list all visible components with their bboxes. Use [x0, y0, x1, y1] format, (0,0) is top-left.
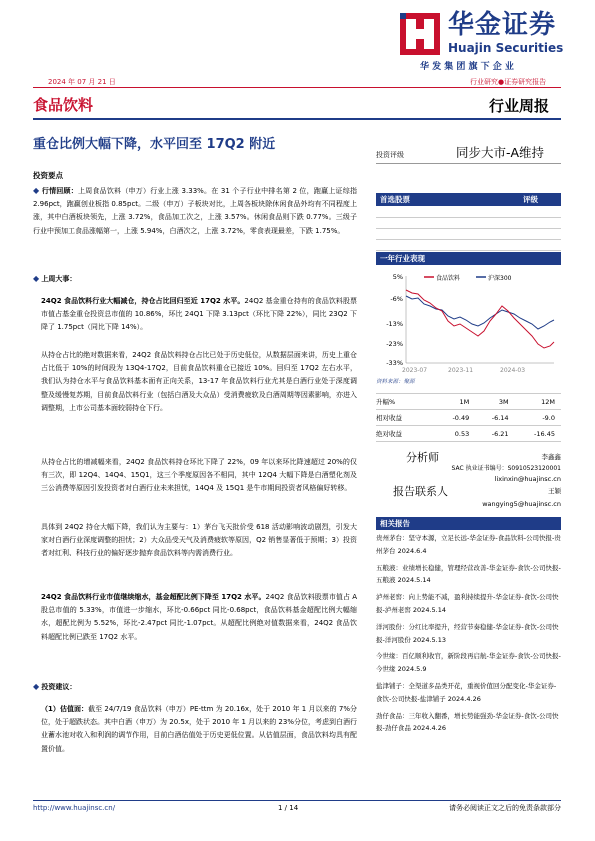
- legend: [424, 274, 512, 282]
- related-report-link[interactable]: 劲仔食品：三年收入翻番，增长势能强劲-华金证券-食饮-公司快报-劲仔食品 2024.4.26: [376, 711, 559, 733]
- report-title: 重仓比例大幅下降，水平回至 17Q2 附近: [33, 137, 276, 152]
- y-tick: -33%: [386, 359, 403, 367]
- perf-heading: 一年行业表现: [376, 252, 561, 265]
- industry-performance-chart: [376, 266, 561, 386]
- rating-value: 同步大市-A维持: [456, 145, 545, 160]
- table-header-cell: 3M: [498, 397, 509, 406]
- top-stocks-heading: 首选股票: [380, 195, 410, 204]
- top-stocks-rating: 评级: [523, 195, 538, 204]
- bullet-market-review: [33, 184, 357, 238]
- key-points-heading: 投资要点: [33, 171, 63, 180]
- paragraph-5: [41, 591, 357, 644]
- related-report-link[interactable]: 泸州老窖：向上势能不减，盈利持续提升-华金证券-食饮-公司快报-泸州老窖 2024.5.14: [376, 593, 559, 614]
- para-bold: 24Q2 食品饮料行业市值继续缩水，基金超配比例下降至 17Q2 水平。: [41, 593, 266, 601]
- chart-source: 资料来源：聚源: [376, 379, 415, 385]
- analyst-sac: SAC 执业证书编号：S0910523120001: [451, 465, 561, 472]
- y-tick: -6%: [390, 295, 403, 303]
- diamond-bullet-icon: ◆: [33, 274, 40, 283]
- table-cell: -9.0: [542, 413, 555, 422]
- group-tagline: 华 发 集 团 旗 下 企 业: [420, 62, 514, 72]
- para-bold: （1）估值面：: [41, 705, 89, 713]
- analyst-name: 李鑫鑫: [541, 453, 561, 461]
- footer-url[interactable]: http://www.huajinsc.cn/: [33, 804, 116, 812]
- related-list: [376, 532, 561, 735]
- bullet-investment: [33, 680, 357, 694]
- footer-disclaimer: 请务必阅读正文之后的免责条款部分: [449, 804, 561, 812]
- report-type: 行业周报: [489, 97, 550, 115]
- report-category: 行业研究●证券研究报告: [470, 78, 547, 86]
- top-stocks-header: [376, 193, 561, 206]
- paragraph-2: 从持仓占比的绝对数据来看，24Q2 食品饮料持仓占比已处于历史低位，从数据层面来讲，历史上重仓占比低于 10%的时间段为 13Q4-17Q2，目前食品饮料重仓已接近 10%。回归至 17Q2 左右水平，我们认为持仓水平与食品饮料基本面有正向关系，13-17 年食品饮料行业尤其是白酒行业处于深度调整及缓慢复苏期，目前食品饮料行业（包括白酒及大众品）受消费疲软及白酒周期等因素影响，亦进入调整期，上市公司基本面较弱持仓下行。: [41, 351, 357, 412]
- diamond-bullet-icon: ◆: [33, 186, 40, 195]
- bullet-text: 上周食品饮料（申万）行业上涨 3.33%。在 31 个子行业中排名第 2 位，跑赢上证综指 2.96pct，跑赢创业板指 0.85pct。二级（申万）子板块对比，上周各板块除休闲食品外均有不同程度上涨，其中白酒板块领先，上涨 3.72%，食品加工次之，上涨 3.57%。休闲食品则下跌 0.77%。三级子行业中预加工食品涨幅第一，上涨 5.94%，白酒次之，上涨 3.72%，零食表现最差，下跌 1.75%。: [33, 187, 357, 235]
- para-text: 24Q2 基金重仓持有的食品饮料股票市值占基金重仓投资总市值的 10.86%，环比 24Q1 下降 3.13pct（环比下降 22%），同比 23Q2 下降了 1.75pct（同比下降 14%）。: [41, 297, 357, 332]
- table-cell: 相对收益: [376, 414, 402, 422]
- bullet-label: 行情回顾：: [41, 187, 78, 195]
- table-header-cell: 升幅%: [376, 398, 396, 406]
- bullet-label: 上周大事：: [41, 275, 77, 283]
- logo: [398, 9, 583, 59]
- para-text: 截至 24/7/19 食品饮料（申万）PE-ttm 为 20.16x，处于 2010 年 1 月以来的 7%分位，处于超跌状态。其中白酒（申万）为 20.5x，处于 2010 年 1 月以来的 23%分位，考虑到白酒行业蓄水池对收入和利润的调节作用，目前白酒估值处于历史更低位置。从估值层面，食品饮料均具有配置价值。: [41, 705, 357, 753]
- para-bold: 24Q2 食品饮料行业大幅减仓，持仓占比回归至近 17Q2 水平。: [41, 297, 245, 305]
- rating-label: 投资评级: [376, 151, 404, 159]
- table-cell: -16.45: [534, 429, 555, 438]
- legend-label-1: 食品饮料: [436, 275, 461, 282]
- table-header-row: [376, 394, 561, 410]
- top-stocks-lines: [376, 207, 561, 251]
- para-text: 24Q2 食品饮料股票市值占 A 股总市值的 5.33%，市值进一步缩水，环比-0.66pct 同比-0.68pct，食品饮料基金超配比例大幅缩水，超配比例为 5.52%，环比-2.47pct 同比-1.07pct。从超配比例绝对值数据来看，24Q2 食品饮料超配比例已跌至 17Q2 水平。: [41, 593, 358, 641]
- report-date: 2024 年 07 月 21 日: [48, 78, 116, 86]
- related-report-link[interactable]: 盐津铺子：全渠道多品类开花，重视价值回分配变化-华金证券-食饮-公司快报-盐津铺子 2024.4.26: [376, 681, 557, 703]
- bullet-last-week: [33, 272, 357, 286]
- table-cell: -6.21: [491, 429, 509, 438]
- diamond-bullet-icon: ◆: [33, 682, 40, 691]
- table-header-cell: 1M: [459, 397, 470, 406]
- logo-cn: 华金证券: [448, 10, 557, 40]
- logo-mark-icon: [398, 11, 442, 57]
- related-report-link[interactable]: 洋河股份：分红比率提升，经营节奏稳健-华金证券-食饮-公司快报-洋河股份 2024.5.13: [376, 622, 559, 644]
- related-report-link[interactable]: 五粮液：业绩增长稳健，管理经营改善-华金证券-食饮-公司快报-五粮液 2024.5.14: [376, 563, 561, 585]
- paragraph-6: [41, 703, 357, 756]
- paragraph-4: 具体到 24Q2 持仓大幅下降，我们认为主要与：1）茅台飞天批价受 618 活动影响波动剧烈，引发大家对白酒行业深度调整的担忧；2）大众品受天气及消费疲软等原因，Q2 销售显著低于预期；3）投资者对红利、科技行业的偏好逐步抛弃食品饮料等内需消费行业。: [41, 523, 357, 558]
- series-line-2: [406, 296, 554, 329]
- paragraph-1: [41, 295, 357, 335]
- analyst-label: 分析师: [406, 451, 439, 464]
- table-row: [376, 410, 561, 426]
- industry-rule: [33, 118, 561, 120]
- x-tick: 2024-03: [500, 367, 526, 374]
- y-tick: -13%: [386, 320, 403, 328]
- table-cell: -6.14: [491, 413, 509, 422]
- related-report-link[interactable]: 今世缘：百亿顺利收官，新阶段再启航-华金证券-食饮-公司快报-今世缘 2024.5.9: [376, 652, 561, 674]
- page-number: 1 / 14: [278, 804, 299, 812]
- paragraph-3: 从持仓占比的增减幅来看，24Q2 食品饮料持仓环比下降了 22%，09 年以来环比降速超过 20%的仅有三次，即 12Q4、14Q4、15Q1，这三个季度原因各不相同，其中 12Q4 大幅下降是白酒塑化剂及三公消费等原因引发投资者对白酒行业未来担忧，14Q4 及 15Q1 是牛市期间投资者风格偏好转移。: [41, 458, 357, 493]
- table-cell: -0.49: [452, 413, 470, 422]
- table-cell: 0.53: [454, 429, 470, 438]
- industry-name: 食品饮料: [33, 96, 94, 114]
- series-line-1: [406, 290, 554, 348]
- legend-label-2: 沪深300: [488, 275, 512, 282]
- table-cell: 绝对收益: [376, 430, 402, 438]
- related-report-link[interactable]: 贵州茅台：坚守本源，立足长远-华金证券-食品饮料-公司快报-贵州茅台 2024.6.4: [376, 534, 561, 555]
- contact-name: 王颖: [548, 487, 561, 495]
- related-heading: 相关报告: [376, 517, 561, 530]
- footer-rule: [33, 800, 561, 801]
- contact-email: wangying5@huajinsc.cn: [482, 500, 561, 508]
- table-row: [376, 426, 561, 442]
- table-header-cell: 12M: [541, 397, 555, 406]
- logo-en: Huajin Securities: [448, 41, 564, 55]
- header-rule: [33, 87, 561, 88]
- bullet-label: 投资建议：: [41, 683, 77, 691]
- analyst-email: lixinxin@huajinsc.cn: [494, 475, 561, 483]
- contact-label: 报告联系人: [393, 485, 448, 498]
- perf-table: [376, 393, 561, 442]
- x-tick: 2023-11: [448, 367, 474, 374]
- perf-table-container: [376, 393, 561, 442]
- x-tick: 2023-07: [402, 367, 428, 374]
- y-tick: -23%: [386, 340, 403, 348]
- rating-rule: [376, 163, 561, 164]
- y-tick: 5%: [392, 273, 403, 281]
